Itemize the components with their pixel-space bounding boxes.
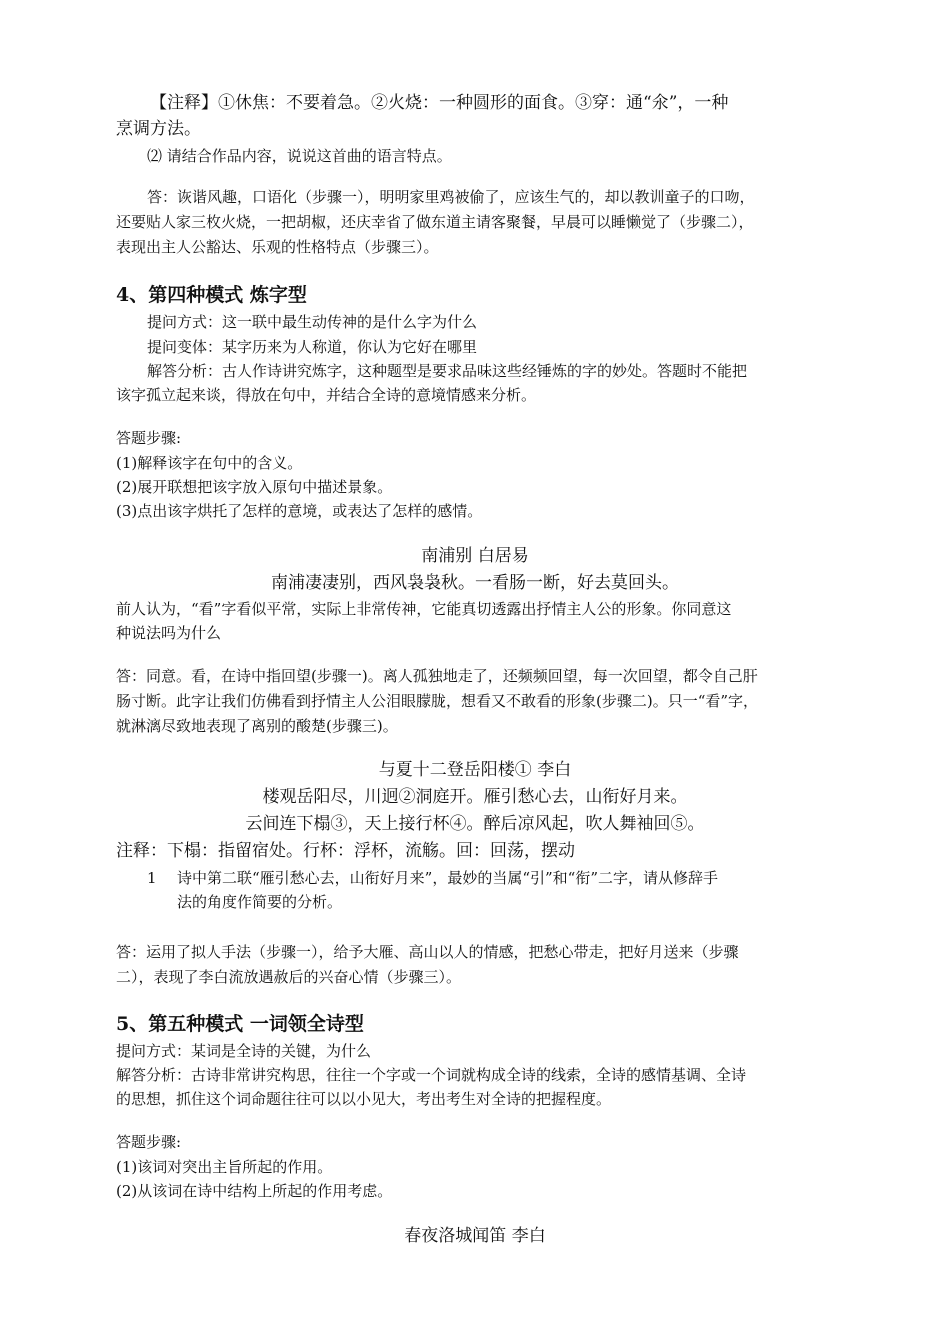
section-4-step-3: (3)点出该字烘托了怎样的意境，或表达了怎样的感情。 [116, 502, 483, 520]
poem-2-question-1: 诗中第二联“雁引愁心去，山衔好月来”，最妙的当属“引”和“衔”二字，请从修辞手 [177, 869, 719, 887]
section-4-step-1: (1)解释该字在句中的含义。 [116, 454, 303, 472]
poem-2-question-2: 法的角度作简要的分析。 [177, 893, 343, 911]
section-4-ask: 提问方式：这一联中最生动传神的是什么字为什么 [147, 313, 478, 331]
section-5-analysis-1: 解答分析：古诗非常讲究构思，往往一个字或一个词就构成全诗的线索，全诗的感情基调、全诗 [116, 1066, 747, 1084]
note-line-2: 烹调方法。 [116, 119, 201, 139]
poem-1-question-2: 种说法吗为什么 [116, 624, 222, 642]
poem-2-answer-1: 答：运用了拟人手法（步骤一），给予大雁、高山以人的情感，把愁心带走，把好月送来（步骤 [116, 943, 739, 961]
poem-1-answer-1: 答：同意。看，在诗中指回望(步骤一)。离人孤独地走了，还频频回望，每一次回望，都令自己肝 [116, 667, 758, 685]
poem-3-title: 春夜洛城闻笛 李白 [404, 1226, 546, 1246]
section-5-step-1: (1)该词对突出主旨所起的作用。 [116, 1158, 333, 1176]
question-2: ⑵ 请结合作品内容，说说这首曲的语言特点。 [147, 147, 452, 165]
section-4-analysis-2: 该字孤立起来谈，得放在句中，并结合全诗的意境情感来分析。 [116, 386, 537, 404]
section-4-step-2: (2)展开联想把该字放入原句中描述景象。 [116, 478, 393, 496]
section-4-variant: 提问变体：某字历来为人称道，你认为它好在哪里 [147, 338, 478, 356]
poem-2-answer-2: 二），表现了李白流放遇赦后的兴奋心情（步骤三）。 [116, 968, 462, 986]
answer-line-3: 表现出主人公豁达、乐观的性格特点（步骤三）。 [116, 238, 439, 256]
poem-1-text: 南浦凄凄别，西风袅袅秋。一看肠一断，好去莫回头。 [271, 573, 679, 593]
poem-2-note: 注释：下榻：指留宿处。行杯：浮杯，流觞。回：回荡，摆动 [116, 841, 575, 861]
section-4-heading: 4、第四种模式 炼字型 [116, 284, 307, 306]
section-5-heading: 5、第五种模式 一词领全诗型 [116, 1013, 364, 1035]
answer-line-1: 答：诙谐风趣，口语化（步骤一），明明家里鸡被偷了，应该生气的，却以教训童子的口吻， [147, 188, 755, 206]
section-5-step-2: (2)从该词在诗中结构上所起的作用考虑。 [116, 1182, 393, 1200]
section-5-steps-title: 答题步骤: [116, 1133, 182, 1151]
poem-1-answer-3: 就淋漓尽致地表现了离别的酸楚(步骤三)。 [116, 717, 398, 735]
section-4-analysis-1: 解答分析：古人作诗讲究炼字，这种题型是要求品味这些经锤炼的字的妙处。答题时不能把 [147, 362, 748, 380]
section-5-ask: 提问方式：某词是全诗的关键，为什么 [116, 1042, 372, 1060]
poem-2-question-number: 1 [147, 869, 157, 887]
poem-2-title: 与夏十二登岳阳楼① 李白 [378, 760, 572, 780]
poem-2-line-1: 楼观岳阳尽，川迥②洞庭开。雁引愁心去，山衔好月来。 [262, 787, 688, 807]
poem-2-line-2: 云间连下榻③，天上接行杯④。醉后凉风起，吹人舞袖回⑤。 [245, 814, 705, 834]
section-5-analysis-2: 的思想，抓住这个词命题往往可以以小见大，考出考生对全诗的把握程度。 [116, 1090, 612, 1108]
note-line-1: 【注释】①休焦：不要着急。②火烧：一种圆形的面食。③穿：通“氽”，一种 [150, 93, 729, 113]
poem-1-question-1: 前人认为，“看”字看似平常，实际上非常传神，它能真切透露出抒情主人公的形象。你同意这 [116, 600, 732, 618]
answer-line-2: 还要贴人家三枚火烧，一把胡椒，还庆幸省了做东道主请客聚餐，早晨可以睡懒觉了（步骤二）， [116, 213, 754, 231]
poem-1-title: 南浦别 白居易 [421, 546, 529, 566]
poem-1-answer-2: 肠寸断。此字让我们仿佛看到抒情主人公泪眼朦胧，想看又不敢看的形象(步骤二)。只一“看”字， [116, 692, 759, 710]
section-4-steps-title: 答题步骤: [116, 429, 182, 447]
